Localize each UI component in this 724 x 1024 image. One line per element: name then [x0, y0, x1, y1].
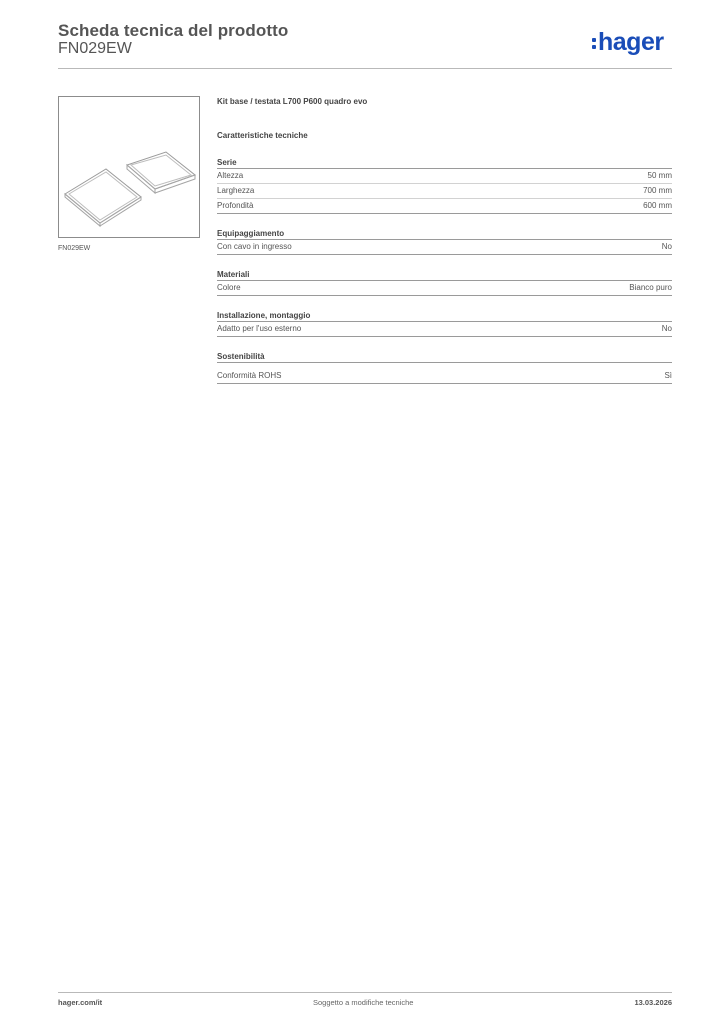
footer-website: hager.com/it [58, 998, 103, 1007]
spec-label: Colore [217, 283, 241, 292]
product-frames-illustration [59, 97, 201, 239]
spec-row [217, 184, 672, 199]
product-image [58, 96, 200, 238]
spec-section [217, 96, 672, 384]
left-frame [65, 169, 141, 226]
logo-text: hager [598, 27, 664, 56]
spec-heading: Caratteristiche tecniche [217, 131, 308, 140]
spec-row [217, 240, 672, 255]
spec-label: Larghezza [217, 186, 255, 195]
spec-row [217, 169, 672, 184]
spec-group-serie [217, 157, 672, 214]
product-image-caption: FN029EW [58, 245, 91, 252]
document-title: Scheda tecnica del prodotto [58, 21, 289, 40]
product-name: Kit base / testata L700 P600 quadro evo [217, 97, 368, 106]
spec-group-sostenibilita [217, 351, 672, 384]
group-title: Materiali [217, 269, 672, 281]
spec-value: 50 mm [647, 171, 672, 180]
spec-label: Profondità [217, 201, 254, 210]
group-title: Sostenibilità [217, 351, 672, 363]
spec-label: Adatto per l'uso esterno [217, 324, 302, 333]
spec-value: 600 mm [643, 201, 672, 210]
header-divider [58, 68, 672, 69]
spec-group-installazione [217, 310, 672, 337]
spec-row [217, 369, 672, 384]
footer-divider [58, 992, 672, 993]
group-title: Equipaggiamento [217, 228, 672, 240]
product-code: FN029EW [58, 40, 132, 57]
spec-value: Bianco puro [629, 283, 672, 292]
spec-row [217, 281, 672, 296]
spec-value: 700 mm [643, 186, 672, 195]
spec-value: Sì [664, 371, 672, 380]
spec-label: Con cavo in ingresso [217, 242, 292, 251]
spec-group-equipaggiamento [217, 228, 672, 255]
hager-logo [592, 27, 664, 57]
group-title: Serie [217, 157, 672, 169]
spec-label: Conformità ROHS [217, 371, 282, 380]
spec-row [217, 322, 672, 337]
right-frame [127, 152, 195, 193]
spec-value: No [661, 324, 672, 333]
group-title: Installazione, montaggio [217, 310, 672, 322]
footer-date: 13.03.2026 [634, 998, 672, 1007]
spec-row [217, 199, 672, 214]
spec-group-materiali [217, 269, 672, 296]
spec-value: No [661, 242, 672, 251]
footer-note: Soggetto a modifiche tecniche [313, 998, 414, 1007]
logo-dots-icon [592, 38, 596, 49]
spec-label: Altezza [217, 171, 244, 180]
